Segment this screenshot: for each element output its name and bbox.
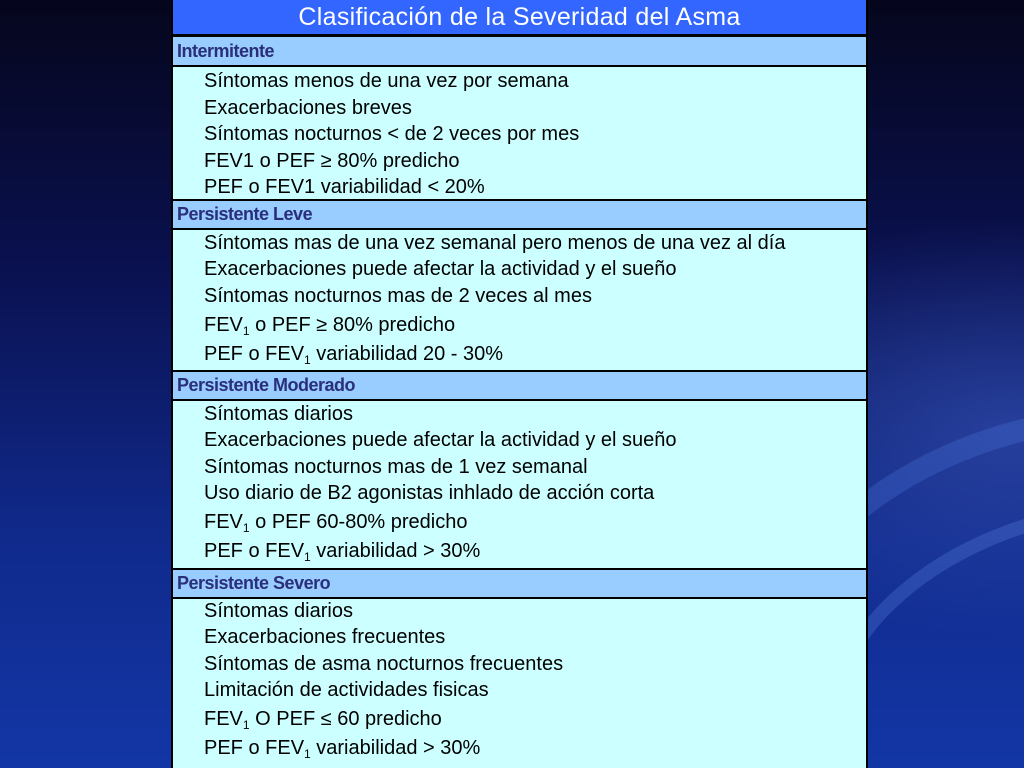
category-header-persistente-moderado: Persistente Moderado: [173, 370, 866, 401]
criterion-item: [204, 708, 442, 731]
criterion-item: Síntomas nocturnos mas de 2 veces al mes: [204, 285, 592, 307]
category-header-persistente-severo: Persistente Severo: [173, 568, 866, 599]
criterion-item: Exacerbaciones puede afectar la actividad y el sueño: [204, 429, 677, 451]
criterion-text: FEV: [204, 314, 243, 336]
subscript: 1: [242, 324, 250, 338]
criterion-item: FEV1 o PEF ≥ 80% predicho: [204, 150, 460, 172]
criterion-item: [204, 343, 503, 366]
subscript: 1: [304, 353, 311, 367]
category-header-persistente-leve: Persistente Leve: [173, 199, 866, 230]
criterion-text: FEV: [204, 708, 243, 730]
criterion-text: o PEF ≥ 80% predicho: [249, 314, 456, 336]
criterion-text: variabilidad > 30%: [310, 540, 481, 562]
page-title: Clasificación de la Severidad del Asma: [173, 0, 866, 36]
criterion-item: Síntomas de asma nocturnos frecuentes: [204, 653, 564, 675]
criterion-item: [204, 540, 480, 563]
criterion-text: variabilidad 20 - 30%: [310, 343, 504, 365]
criterion-item: [204, 737, 480, 760]
criterion-text: PEF o FEV: [204, 540, 305, 562]
subscript: 1: [304, 550, 311, 564]
criterion-text: PEF o FEV: [204, 737, 305, 759]
subscript: 1: [242, 521, 250, 535]
severity-table: [171, 0, 868, 768]
criterion-item: Uso diario de B2 agonistas inhlado de acción corta: [204, 482, 655, 504]
criterion-item: Síntomas nocturnos mas de 1 vez semanal: [204, 456, 588, 478]
criterion-text: variabilidad > 30%: [310, 737, 481, 759]
criterion-text: PEF o FEV: [204, 343, 305, 365]
subscript: 1: [242, 718, 250, 732]
criterion-item: Exacerbaciones frecuentes: [204, 626, 446, 648]
criterion-item: Síntomas mas de una vez semanal pero menos de una vez al día: [204, 232, 786, 254]
criterion-text: FEV: [204, 511, 243, 533]
criterion-item: Exacerbaciones breves: [204, 97, 412, 119]
criterion-item: Síntomas menos de una vez por semana: [204, 70, 569, 92]
subscript: 1: [304, 747, 311, 761]
criterion-item: [204, 314, 455, 337]
category-header-intermitente: Intermitente: [173, 35, 866, 67]
criterion-item: Exacerbaciones puede afectar la actividad y el sueño: [204, 258, 677, 280]
criterion-text: O PEF ≤ 60 predicho: [249, 708, 442, 730]
criterion-item: Síntomas nocturnos < de 2 veces por mes: [204, 123, 580, 145]
criterion-item: [204, 511, 468, 534]
criterion-item: Síntomas diarios: [204, 600, 353, 622]
criterion-text: o PEF 60-80% predicho: [249, 511, 468, 533]
criterion-item: PEF o FEV1 variabilidad < 20%: [204, 176, 485, 198]
criterion-item: Limitación de actividades fisicas: [204, 679, 489, 701]
criterion-item: Síntomas diarios: [204, 403, 353, 425]
